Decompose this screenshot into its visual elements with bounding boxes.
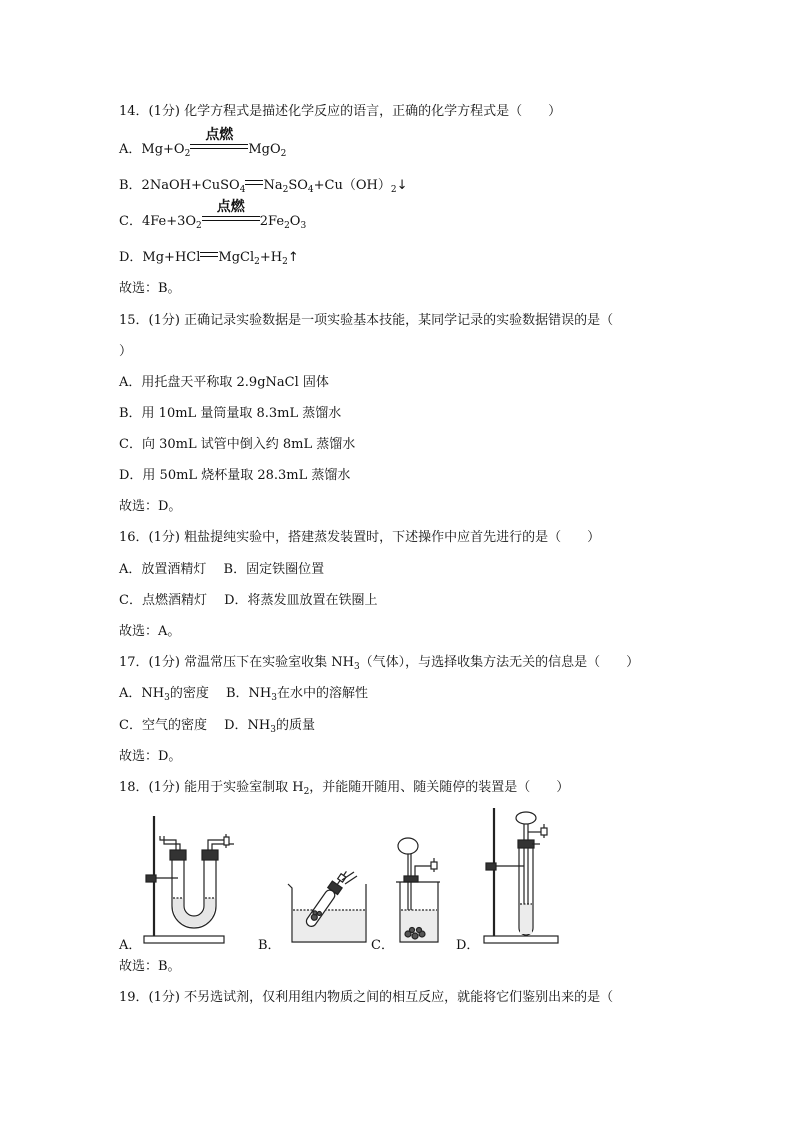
apparatus-c-bottle	[390, 832, 450, 947]
q18-stem: 18．(1分) 能用于实验室制取 $H_2$，并能随开随用、随关随停的装置是（ ）	[119, 780, 570, 797]
q16-options-ab: A．放置酒精灯 B．固定铁圈位置	[119, 562, 325, 577]
apparatus-a-u-tube	[138, 812, 248, 947]
q15-stem: 15．(1分) 正确记录实验数据是一项实验基本技能，某同学记录的实验数据错误的是（	[119, 313, 614, 328]
q14-option-d: D．Mg+HCl $MgCl_2+H_2↑$	[119, 250, 299, 267]
reaction-condition: 点燃	[205, 127, 234, 143]
q14-option-b: B．2NaOH+CuSO$_4$ $Na_2SO_4+Cu(OH)_2↓$	[119, 178, 408, 195]
q18-label-d: D．	[456, 938, 480, 953]
q18-answer: 故选：B。	[119, 959, 181, 974]
q18-label-b: B．	[258, 938, 281, 953]
q14-option-a: A．$Mg+O_2$ 点燃 MgO$_2$	[119, 127, 287, 159]
q15-option-c: C．向 30mL 试管中倒入约 8mL 蒸馏水	[119, 437, 356, 452]
q15-option-b: B．用 10mL 量筒量取 8.3mL 蒸馏水	[119, 406, 342, 421]
q17-stem: 17．(1分) 常温常压下在实验室收集 $NH_3$（气体），与选择收集方法无关的信息是（ ）	[119, 655, 640, 672]
q15-option-d: D．用 50mL 烧杯量取 28.3mL 蒸馏水	[119, 468, 351, 483]
q15-answer: 故选：D。	[119, 499, 182, 514]
precipitate-arrow: ↓	[396, 178, 408, 193]
q14-stem: 14．(1分) 化学方程式是描述化学反应的语言，正确的化学方程式是（ ）	[119, 104, 562, 119]
gas-arrow: ↑	[287, 250, 299, 265]
apparatus-b-beaker	[282, 858, 382, 948]
q17-answer: 故选：D。	[119, 749, 182, 764]
q16-answer: 故选：A。	[119, 624, 181, 639]
q14-option-c: C．$4Fe+3O_2$ 点燃 $2Fe_2O_3$	[119, 199, 307, 231]
q15-option-a: A．用托盘天平称取 2.9gNaCl 固体	[119, 375, 329, 390]
q16-stem: 16．(1分) 粗盐提纯实验中，搭建蒸发装置时，下述操作中应首先进行的是（ ）	[119, 530, 601, 545]
q14-answer: 故选：B。	[119, 281, 181, 296]
q17-options-cd: C．空气的密度 D．$NH_3$的质量	[119, 718, 315, 735]
q17-options-ab: A．$NH_3$的密度 B．$NH_3$在水中的溶解性	[119, 686, 369, 703]
reaction-condition: 点燃	[216, 199, 245, 215]
apparatus-d-test-tube	[478, 804, 568, 947]
q15-stem-cont: ）	[119, 344, 133, 359]
q19-stem: 19．(1分) 不另选试剂，仅利用组内物质之间的相互反应，就能将它们鉴别出来的是（	[119, 990, 614, 1005]
q16-options-cd: C．点燃酒精灯 D．将蒸发皿放置在铁圈上	[119, 593, 378, 608]
q18-label-c: C．	[371, 938, 394, 953]
q18-label-a: A．	[119, 938, 142, 953]
